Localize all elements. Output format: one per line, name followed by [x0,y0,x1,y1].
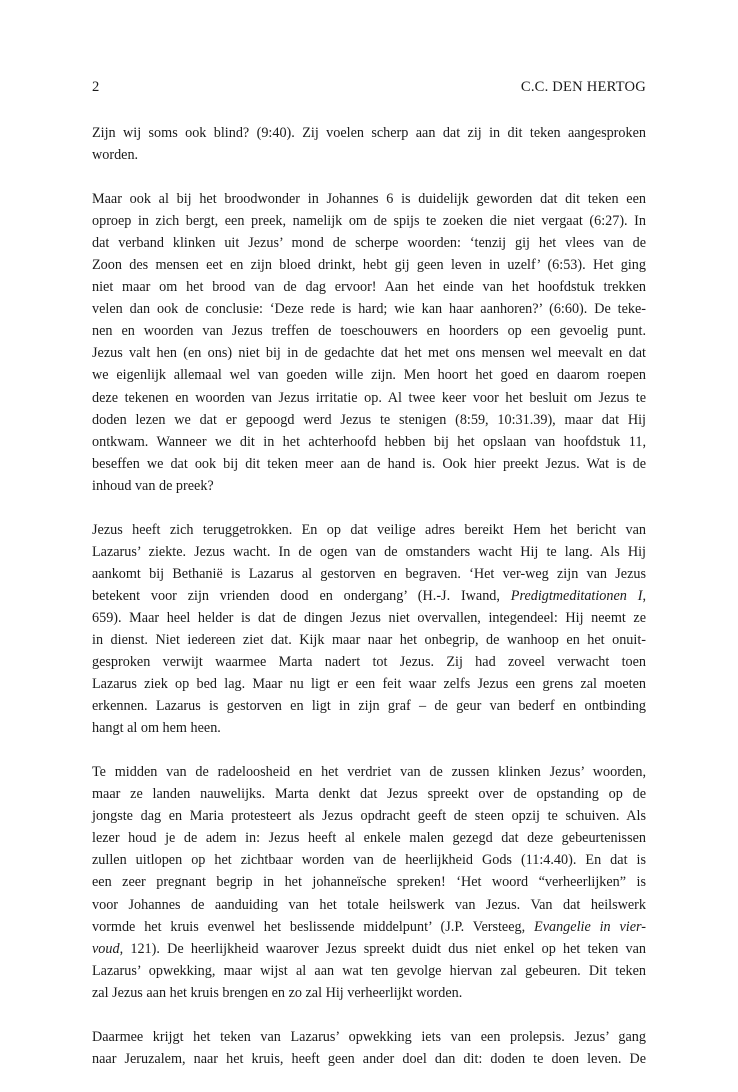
text-line: naar Jeruzalem, naar het kruis, heeft geen ander doel dan dit: doden te doen leven. De [92,1050,646,1067]
text-line: Jezus valt hen (en ons) niet bij in de gedachte dat het met ons mensen wel meevalt en dat [92,345,646,362]
text-line: Jezus heeft zich teruggetrokken. En op dat veilige adres bereikt Hem het bericht van [92,521,646,538]
text-line: we eigenlijk allemaal wel van goeden wille zijn. Men hoort het goed en daarom roepen [92,367,646,384]
text-line: zal Jezus aan het kruis brengen en zo zal Hij verheerlijkt worden. [92,984,463,1001]
text-line: dat verband klinken uit Jezus’ mond de scherpe woorden: ‘tenzij gij het vlees van de [92,235,646,252]
paragraph-2 [92,188,646,497]
text-line-with-citation [92,938,646,960]
citation-title: Predigtmeditationen I [510,587,643,604]
text-line: Te midden van de radeloosheid en het verdriet van de zussen klinken Jezus’ woorden, [92,764,646,781]
text-line: velen dan ook de conclusie: ‘Deze rede is hard; wie kan haar aanhoren?’ (6:60). De teke- [92,301,646,318]
text-line: Lazarus’ opwekking, maar wijst al aan wat ten gevolge hiervan zal gebeuren. Dit teken [92,962,646,979]
text-line: doden lezen we dat er gepoogd werd Jezus te stenigen (8:59, 10:31.39), maar dat Hij [92,411,646,428]
text-line: erkennen. Lazarus is gestorven en ligt in zijn graf – de geur van bederf en ontbinding [92,698,646,715]
running-head-author: C.C. DEN HERTOG [520,79,646,95]
text-line: oproep in zich bergt, een preek, namelijk om de spijs te zoeken die niet vergaat (6:27). In [92,213,646,230]
citation-text: betekent voor zijn vrienden dood en ondergang’ (H.-J. Iwand, [92,587,511,604]
citation-title: voud [92,940,120,957]
text-line: in dienst. Niet iedereen ziet dat. Kijk maar naar het onbegrip, de wanhoop en het onuit- [92,631,646,648]
text-line: Zoon des mensen eet en zijn bloed drinkt, hebt gij geen leven in uzelf’ (6:53). Het ging [92,257,646,274]
page-number: 2 [92,79,100,95]
text-line: deze tekenen en woorden van Jezus irritatie op. Al twee keer voor het besluit om Jezus te [92,389,646,406]
text-line: beseffen we dat ook bij dit teken meer aan de hand is. Ook hier preekt Jezus. Wat is de [92,455,646,472]
text-line: lezer houd je de adem in: Jezus heeft al enkele malen gezegd dat deze gebeurtenissen [92,830,646,847]
document-page [92,76,646,1092]
paragraph-4 [92,761,646,1004]
text-line: aankomt bij Bethanië is Lazarus al gestorven en begraven. ‘Het ver-weg zijn van Jezus [92,565,646,582]
text-line: een zeer pregnant begrip in het johanneïsche spreken! ‘Het woord “verheerlijken” is [92,874,646,891]
text-line: Zijn wij soms ook blind? (9:40). Zij voelen scherp aan dat zij in dit teken aangesproken [92,125,646,141]
text-line-with-citation [92,916,646,938]
text-line: jongste dag en Maria protesteert als Jezus opdracht geeft de steen opzij te schuiven. Als [92,808,646,825]
text-line: inhoud van de preek? [92,477,214,494]
paragraph-1 [92,122,646,166]
text-line: niet maar om het brood van de dag ervoor! Aan het einde van het hoofdstuk trekken [92,279,646,296]
paragraph-5 [92,1026,646,1070]
text-line: maar ze landen nauwelijks. Marta denkt dat Jezus spreekt over de opstanding op de [92,786,646,803]
citation-text: , 121). De heerlijkheid waarover Jezus spreekt duidt dus niet enkel op het teken van [119,940,646,957]
text-line: Daarmee krijgt het teken van Lazarus’ opwekking iets van een prolepsis. Jezus’ gang [92,1028,646,1045]
text-line: gesproken verwijt waarmee Marta nadert tot Jezus. Zij had zoveel verwacht toen [92,654,646,671]
text-line: Maar ook al bij het broodwonder in Johannes 6 is duidelijk geworden dat dit teken een [92,191,646,208]
text-line: Lazarus ziek op bed lag. Maar nu ligt er een feit waar zelfs Jezus een grens zal moeten [92,676,646,693]
text-line: ontkwam. Wanneer we dit in het achterhoofd hebben bij het opslaan van hoofdstuk 11, [92,433,646,450]
text-line: zullen uitlopen op het zichtbaar worden van de heerlijkheid Gods (11:4.40). En dat is [92,852,646,869]
text-line-with-citation [92,585,646,607]
text-line: Lazarus’ ziekte. Jezus wacht. In de ogen van de omstanders wacht Hij te lang. Als Hij [92,543,646,560]
text-line: worden. [92,147,139,164]
paragraph-3 [92,519,646,739]
running-head [92,76,646,98]
text-line: hangt al om hem heen. [92,720,221,737]
text-line: 659). Maar heel helder is dat de dingen Jezus niet overvallen, integendeel: Hij neemt ze [92,609,646,626]
citation-text: vormde het kruis evenwel het beslissende middelpunt’ (J.P. Versteeg, [92,918,535,935]
text-line: nen en woorden van Jezus treffen de toeschouwers en hoorders op een gevoelig punt. [92,323,646,340]
citation-title: Evangelie in vier- [534,918,646,935]
citation-punct: , [642,587,646,604]
text-line: voor Johannes de aanduiding van het totale heilswerk van Jezus. Van dat heilswerk [92,896,646,913]
